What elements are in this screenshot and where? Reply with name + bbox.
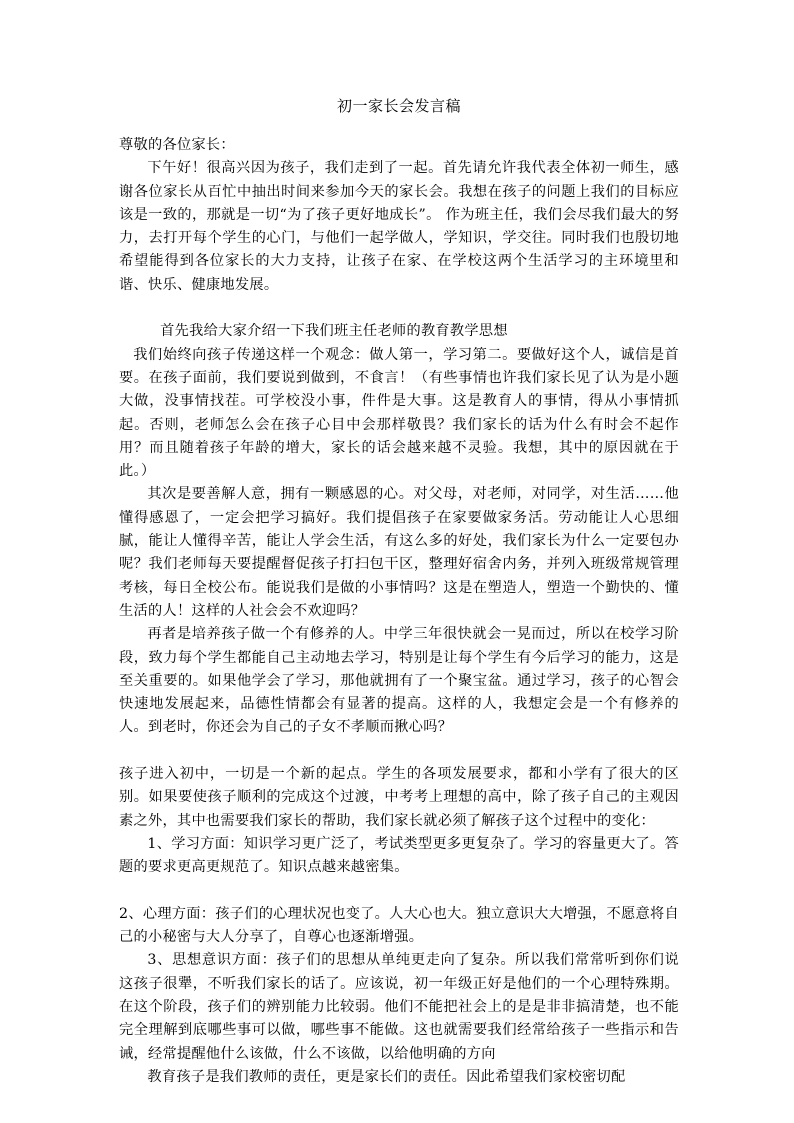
blank-line: [119, 297, 679, 320]
greeting: 尊敬的各位家长：: [119, 137, 235, 153]
document-title: 初一家长会发言稿: [336, 97, 461, 115]
paragraph-intro-heading: 首先我给大家介绍一下我们班主任老师的教育教学思想: [160, 323, 508, 340]
document-page: [119, 0, 679, 1123]
paragraph-psychology-changes: 2、心理方面：孩子们的心理状况也变了。人大心也大。独立意识大大增强，不愿意将自己的小秘密与大人分享了，自尊心也逐渐增强。: [119, 905, 679, 946]
document-body: [119, 134, 679, 1089]
blank-line: [119, 880, 679, 903]
paragraph-gratitude: 其次是要善解人意，拥有一颗感恩的心。对父母，对老师，对同学，对生活……他懂得感恩了，一定会把学习搞好。我们提倡孩子在家要做家务活。劳动能让人心思细腻，能让人懂得辛苦，能让人学会生活，有这么多的好处，我们家长为什么一定要包办呢？我们老师每天要提醒督促孩子打扫包干区，整理好宿舍内务，并列入班级常规管理考核，每日全校公布。能说我们是做的小事情吗？这是在塑造人，塑造一个勤快的、懂生活的人！这样的人社会会不欢迎吗？: [119, 486, 679, 619]
blank-line: [119, 740, 679, 763]
paragraph-opening: 下午好！很高兴因为孩子，我们走到了一起。首先请允许我代表全体初一师生，感谢各位家长从百忙中抽出时间来参加今天的家长会。我想在孩子的问题上我们的目标应该是一致的，那就是一切“为了孩子更好地成长”。 作为班主任，我们会尽我们最大的努力，去打开每个学生的心门，与他们一起学做人，学知识，学交往。同时我们也殷切地希望能得到各位家长的大力支持，让孩子在家、在学校这两个生活学习的主环境里和谐、快乐、健康地发展。: [119, 160, 679, 293]
paragraph-closing: 教育孩子是我们教师的责任，更是家长们的责任。因此希望我们家校密切配: [147, 1068, 626, 1085]
paragraph-thinking-changes: 3、思想意识方面：孩子们的思想从单纯更走向了复杂。所以我们常常听到你们说 这孩子很犟，不听我们家长的话了。应该说，初一年级正好是他们的一个心理特殊期。在这个阶段，孩子们的辨别能力比较弱。他们不能把社会上的是是非非搞清楚，也不能完全理解到底哪些事可以做，哪些事不能做。这也就需要我们经常给孩子一些指示和告诫，经常提醒他什么该做，什么不该做，以给他明确的方向: [119, 952, 679, 1062]
paragraph-new-start: 孩子进入初中，一切是一个新的起点。学生的各项发展要求，都和小学有了很大的区别。如果要使孩子顺利的完成这个过渡，中考考上理想的高中，除了孩子自己的主观因素之外，其中也需要我们家长的帮助，我们家长就必须了解孩子这个过程中的变化：: [119, 766, 679, 829]
paragraph-study-changes: 1、学习方面：知识学习更广泛了，考试类型更多更复杂了。学习的容量更大了。答题的要求更高更规范了。知识点越来越密集。: [119, 835, 679, 876]
paragraph-cultivation: 再者是培养孩子做一个有修养的人。中学三年很快就会一晃而过，所以在校学习阶段，致力每个学生都能自己主动地去学习，特别是让每个学生有今后学习的能力，这是至关重要的。如果他学会了学习，那他就拥有了一个聚宝盆。通过学习，孩子的心智会快速地发展起来，品德性情都会有显著的提高。这样的人，我想定会是一个有修养的人。到老时，你还会为自己的子女不孝顺而揪心吗？: [119, 626, 679, 736]
paragraph-integrity: 我们始终向孩子传递这样一个观念：做人第一，学习第二。要做好这个人，诚信是首要。在孩子面前，我们要说到做到，不食言！（有些事情也许我们家长见了认为是小题大做，没事情找茬。可学校没小事，件件是大事。这是教育人的事情，得从小事情抓起。否则，老师怎么会在孩子心目中会那样敬畏？我们家长的话为什么有时会不起作用？而且随着孩子年龄的增大，家长的话会越来越不灵验。我想，其中的原因就在于此。）: [119, 346, 679, 480]
